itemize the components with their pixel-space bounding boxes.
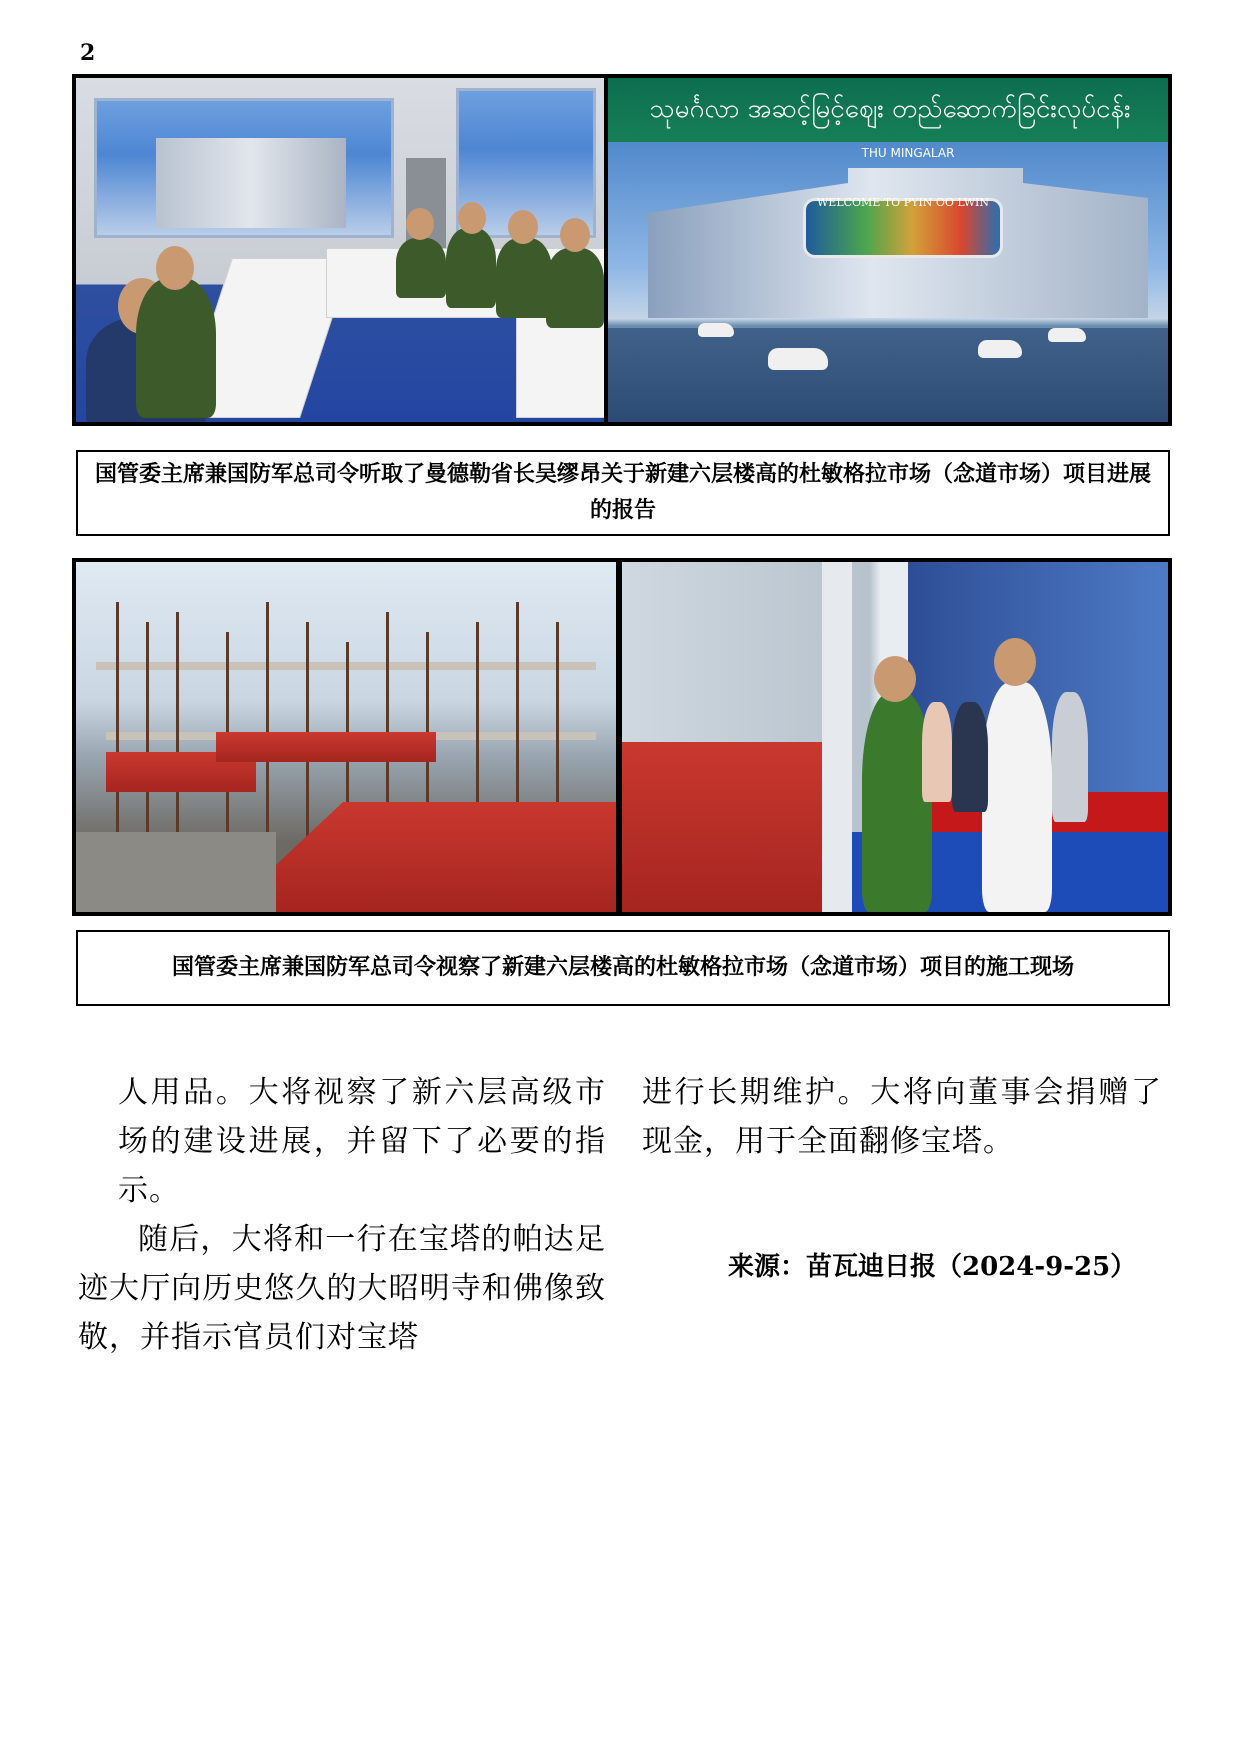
construction-site-photo bbox=[76, 562, 616, 912]
source-line: 来源：苗瓦迪日报（2024-9-25） bbox=[728, 1252, 1137, 1282]
left-paragraph-2: 随后，大将和一行在宝塔的帕达足迹大厅向历史悠久的大昭明寺和佛像致敬，并指示官员们对宝塔 bbox=[78, 1222, 606, 1355]
top-photo-frame bbox=[72, 74, 1172, 426]
bottom-photo-frame bbox=[72, 558, 1172, 916]
caption-box-1 bbox=[76, 450, 1170, 536]
site-inspection-photo bbox=[622, 562, 1172, 912]
market-render-photo bbox=[608, 78, 1172, 422]
caption-text-2: 国管委主席兼国防军总司令视察了新建六层楼高的杜敏格拉市场（念道市场）项目的施工现场 bbox=[171, 955, 1074, 980]
render-banner: သုမင်္ဂလာ အဆင့်မြင့်ဈေး တည်ဆောက်ခြင်းလုပ်ငန်း bbox=[608, 78, 1172, 142]
right-paragraph-1: 进行长期维护。大将向董事会捐赠了现金，用于全面翻修宝塔。 bbox=[642, 1075, 1162, 1159]
general-figure bbox=[862, 692, 932, 912]
render-sign: THU MINGALAR bbox=[861, 146, 955, 160]
left-paragraph-1: 人用品。大将视察了新六层高级市场的建设进展，并留下了必要的指示。 bbox=[118, 1075, 606, 1208]
render-ad-text: WELCOME TO PYIN OO LWIN bbox=[816, 196, 989, 209]
article-left-column bbox=[78, 1068, 606, 1362]
caption-text-1: 国管委主席兼国防军总司令听取了曼德勒省长吴缪昂关于新建六层楼高的杜敏格拉市场（念道市场）项目进展的报告 bbox=[94, 462, 1151, 523]
meeting-room-photo bbox=[76, 78, 604, 422]
article-right-column bbox=[642, 1068, 1162, 1166]
page-number: 2 bbox=[80, 40, 96, 66]
caption-box-2 bbox=[76, 930, 1170, 1006]
